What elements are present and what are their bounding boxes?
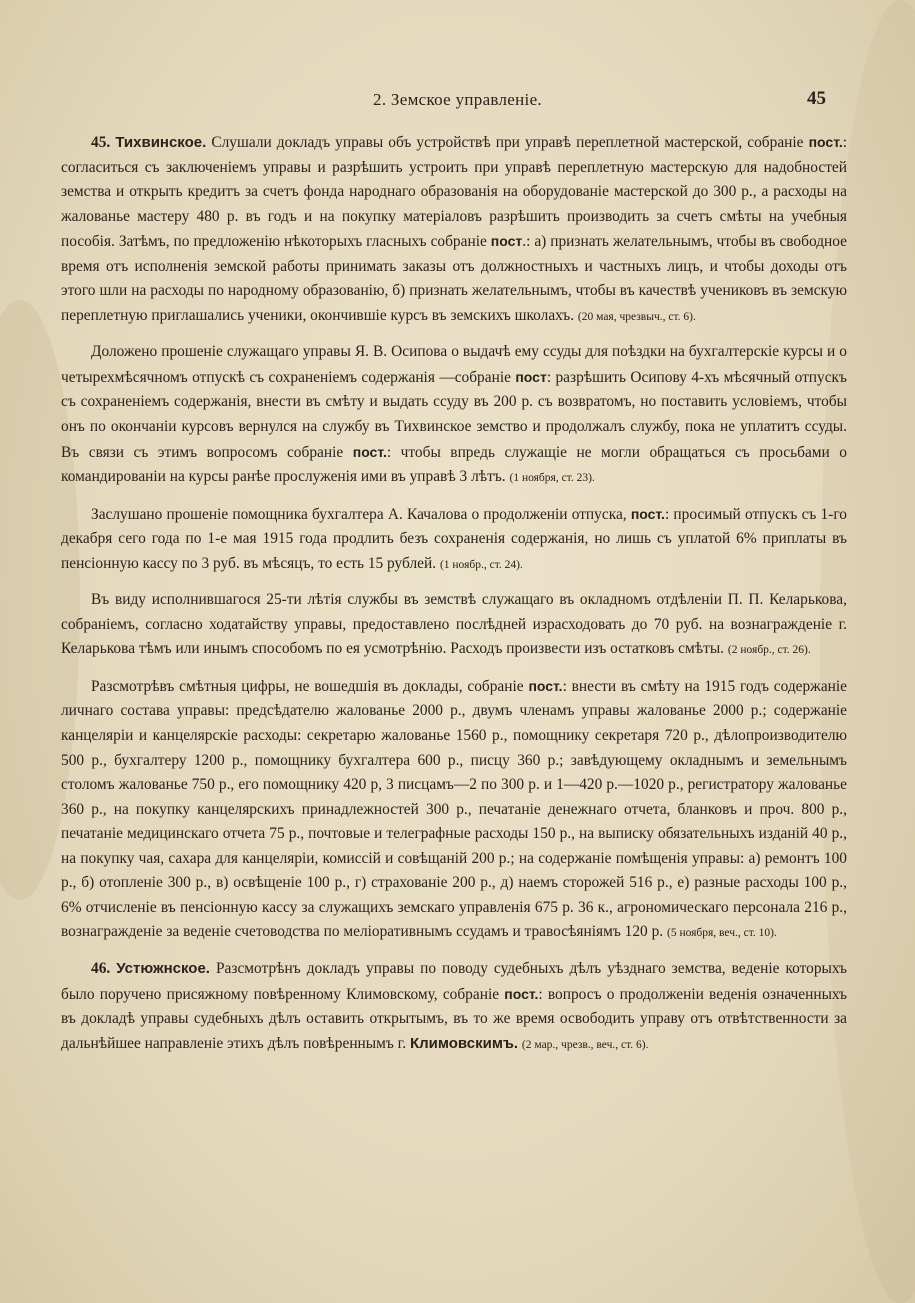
document-body <box>61 130 847 1057</box>
page-header <box>0 86 915 116</box>
resolution-marker: пост. <box>352 443 387 460</box>
paragraph-budget-figures <box>61 674 847 946</box>
resolution-marker: пост. <box>528 677 563 694</box>
item-number: 46. <box>91 959 111 977</box>
item-number: 45. <box>91 134 111 151</box>
resolution-marker: пост <box>490 233 523 250</box>
paragraph-kelarkov-award <box>61 588 847 663</box>
source-reference: (1 ноябр., ст. 24). <box>439 558 523 571</box>
paragraph-text: : внести въ смѣту на 1915 годъ содержаніе личнаго состава управы: предсѣдателю жалованье 2000 р., двумъ членамъ управы жалованье 2000 р.; содержаніе канцеляріи и канцелярскіе расходы: секретарю жалованье 1560 р., помощнику секретаря 720 р., дѣлопроизводителю 500 р., бухгалтеру 1200 р., помощнику бухгалтера 600 р., писцу 360 р.; завѣдующему окладнымъ и земельнымъ столомъ жалованье 750 р., его помощнику 420 р, 3 писцамъ—2 по 300 р. и 1—420 р.—1020 р., регистратору жалованье 360 р., на покупку канцелярскихъ принадлежностей 300 р., печатаніе денежнаго отчета, бланковъ и проч. 800 р., печатаніе медицинскаго отчета 75 р., почтовые и телеграфные расходы 150 р., на выписку обязательныхъ изданій 40 р., на покупку чая, сахара для канцеляріи, комиссій и совѣщаній 200 р.; на содержаніе помѣщенія управы: а) ремонтъ 100 р., б) отопленіе 300 р., в) освѣщеніе 100 р., г) страхованіе 200 р., д) наемъ сторожей 516 р., е) разные расходы 100 р., 6% отчисленіе въ пенсіонную кассу за служащихъ земскаго управленія 675 р. 36 к., агрономическаго персонала 216 р., вознагражденіе за веденіе счетоводства по меліоративнымъ ссудамъ и травосѣяніямъ 120 р. <box>61 677 847 941</box>
paragraph-osipov-courses <box>61 340 847 490</box>
paragraph-text: Доложено прошеніе служащаго управы Я. В. Осипова о выдачѣ ему ссуды для поѣздки на бухгалтерскіе курсы и о четырехмѣсячномъ отпускѣ съ сохраненіемъ содержанія —собраніе <box>61 343 847 386</box>
paragraph-text: Разсмотрѣвъ смѣтныя цифры, не вошедшія въ доклады, собраніе <box>91 677 524 695</box>
paragraph-text: Разсмотрѣнъ докладъ управы по поводу судебныхъ дѣлъ уѣзднаго земства, веденіе которыхъ было поручено присяжному повѣренному Климовскому, собраніе <box>61 959 847 1003</box>
paragraph-tikhvin-bindery <box>61 130 847 329</box>
paragraph-ustyuzhna-cases <box>61 957 847 1057</box>
paragraph-text: : согласиться съ заключеніемъ управы и разрѣшить устроить при управѣ переплетную мастерскую для надобностей земства и открыть кредитъ за счетъ фонда народнаго образованія на оборудованіе мастерской до 300 р., а расходы на жалованье мастеру 480 р. въ годъ и на покупку матеріаловъ разрѣшить производить за счетъ смѣты на учебныя пособія. Затѣмъ, по предложенію нѣкоторыхъ гласныхъ собраніе <box>61 134 847 251</box>
page-number: 45 <box>807 88 826 109</box>
paragraph-kachalov-leave <box>61 502 847 578</box>
resolution-marker: пост. <box>504 985 539 1002</box>
paragraph-text: : просимый отпускъ съ 1-го декабря сего года по 1-е мая 1915 года продлить безъ сохраненія содержанія, но лишь съ уплатой 6% приплаты въ пенсіонную кассу по 3 руб. въ мѣсяцъ, то есть 15 рублей. <box>61 505 847 572</box>
paragraph-text: .: а) признать желательнымъ, чтобы въ свободное время отъ исполненія земской работы принимать заказы отъ должностныхъ и частныхъ лицъ, и чтобы доходы отъ этого шли на расходы по народному образованію, б) признать желательнымъ, чтобы въ качествѣ учениковъ въ земскую переплетную приглашались ученики, окончившіе курсъ въ земскихъ школахъ. <box>61 233 847 324</box>
running-title: 2. Земское управленіе. <box>373 90 542 109</box>
paragraph-text: : вопросъ о продолженіи веденія означенныхъ въ докладѣ управы судебныхъ дѣлъ оставить открытымъ, въ то же время освободить управу отъ отвѣтственности за дальнѣйшее направленіе этихъ дѣлъ повѣреннымъ г. <box>61 985 847 1052</box>
paragraph-text: Слушали докладъ управы объ устройствѣ при управѣ переплетной мастерской, собраніе <box>211 134 804 151</box>
paragraph-text: Въ виду исполнившагося 25-ти лѣтія службы въ земствѣ служащаго въ окладномъ отдѣленіи П. П. Келарькова, собраніемъ, согласно ходатайству управы, предоставлено послѣдней израсходовать до 70 руб. на вознагражденіе г. Келарькова тѣмъ или инымъ способомъ по ея усмотрѣнію. Расходъ произвести изъ остатковъ смѣты. <box>61 591 847 658</box>
paragraph-text: : разрѣшить Осипову 4-хъ мѣсячный отпускъ съ сохраненіемъ содержанія, внести въ смѣту и выдать ссуду въ 200 р. съ возвратомъ, но поставить условіемъ, чтобы онъ по окончаніи курсовъ вернулся на службу въ Тихвинское земство и продолжалъ службу, пока не уплатитъ ссуды. Въ связи съ этимъ вопросомъ собраніе <box>61 368 847 461</box>
paragraph-text: : чтобы впредь служащіе не могли обращаться съ просьбами о командированіи на курсы ранѣе прослуженія ими въ управѣ 3 лѣтъ. <box>61 443 847 486</box>
zemstvo-name: Тихвинское. <box>115 134 207 151</box>
source-reference: (5 ноября, веч., ст. 10). <box>666 927 777 940</box>
resolution-marker: пост. <box>808 134 843 150</box>
source-reference: (1 ноября, ст. 23). <box>509 472 595 485</box>
zemstvo-name: Устюжнское. <box>116 959 210 977</box>
source-reference: (20 мая, чрезвыч., ст. 6). <box>577 310 696 323</box>
resolution-marker: пост. <box>630 505 665 522</box>
person-name: Климовскимъ. <box>409 1034 519 1052</box>
source-reference: (2 ноябр., ст. 26). <box>727 644 811 657</box>
paragraph-text: Заслушано прошеніе помощника бухгалтера А. Качалова о продолженіи отпуска, <box>91 505 627 523</box>
resolution-marker: пост <box>515 368 547 385</box>
source-reference: (2 мар., чрезв., веч., ст. 6). <box>521 1038 649 1051</box>
